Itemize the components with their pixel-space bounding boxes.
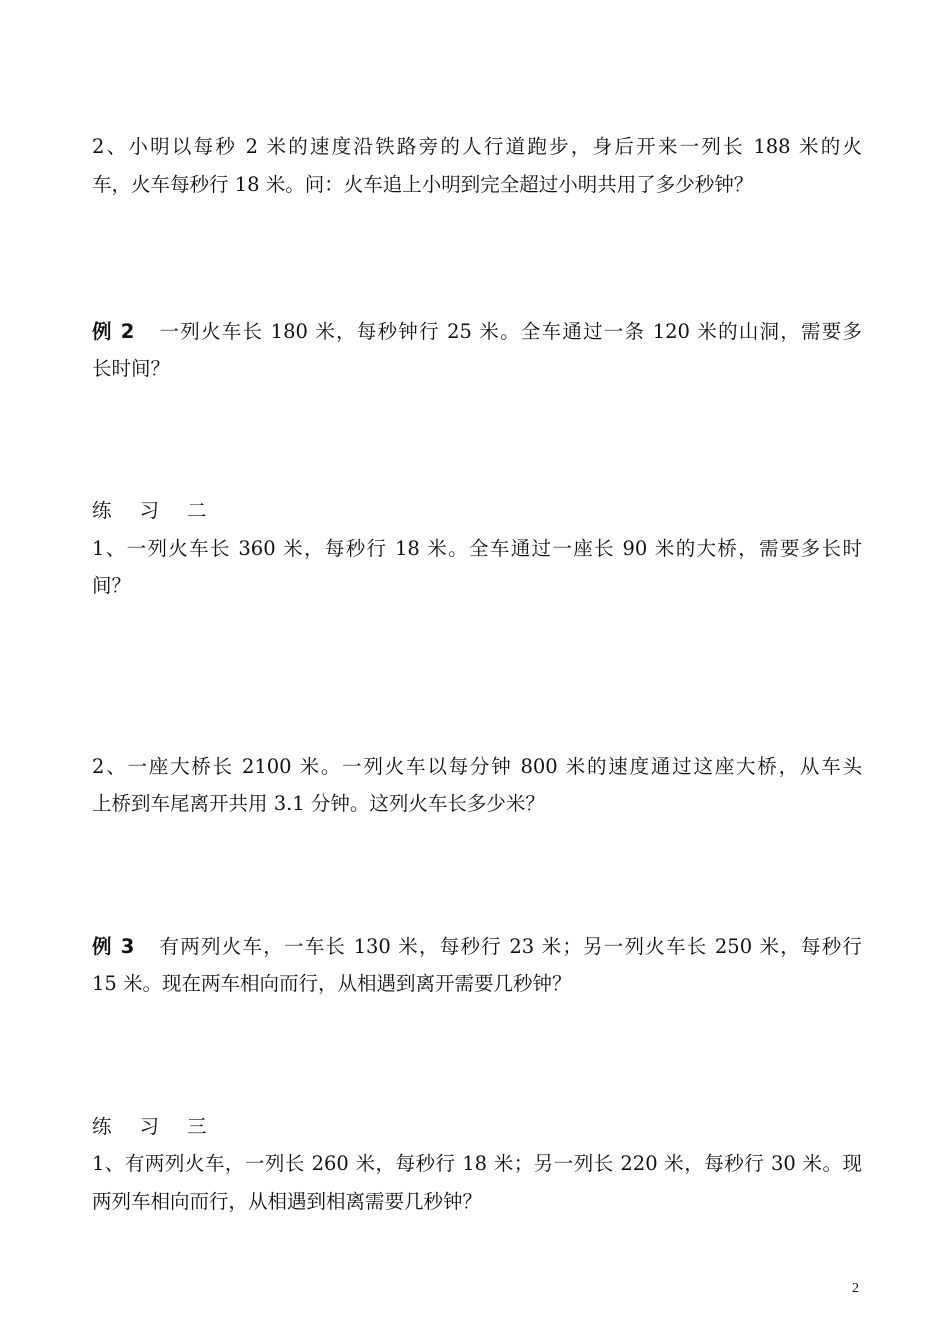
problem-2-line-2: 车，火车每秒行 18 米。问：火车追上小明到完全超过小明共用了多少秒钟？ (92, 173, 754, 196)
example-2-label: 例 2 (92, 320, 135, 343)
practice-2-q2-line-2: 上桥到车尾离开共用 3.1 分钟。这列火车长多少米？ (92, 792, 545, 815)
example-3-label: 例 3 (92, 935, 135, 958)
practice-2-q1-line-1: 1、一列火车长 360 米，每秒行 18 米。全车通过一座长 90 米的大桥，需要多长时 (92, 537, 862, 560)
example-2-line-1 (92, 320, 862, 344)
practice-3-q1-line-1: 1、有两列火车，一列长 260 米，每秒行 18 米；另一列长 220 米，每秒行 30 米。现 (92, 1152, 862, 1175)
example-2-text: 一列火车长 180 米，每秒钟行 25 米。全车通过一条 120 米的山洞，需要多 (158, 320, 862, 343)
example-2-line-2: 长时间？ (92, 357, 171, 380)
practice-3-q1-line-2: 两列车相向而行，从相遇到相离需要几秒钟？ (92, 1190, 483, 1213)
problem-2-line-1: 2、小明以每秒 2 米的速度沿铁路旁的人行道跑步，身后开来一列长 188 米的火 (92, 135, 862, 158)
practice-3-title: 练习三 (92, 1115, 235, 1138)
practice-2-q2-line-1: 2、一座大桥长 2100 米。一列火车以每分钟 800 米的速度通过这座大桥，从车头 (92, 755, 862, 778)
page-number: 2 (852, 1281, 859, 1296)
example-3-line-1 (92, 935, 862, 959)
practice-2-q1-line-2: 间？ (92, 574, 132, 597)
example-3-line-2: 15 米。现在两车相向而行，从相遇到离开需要几秒钟？ (92, 972, 572, 995)
example-3-text: 有两列火车，一车长 130 米，每秒行 23 米；另一列火车长 250 米，每秒行 (158, 935, 862, 958)
practice-2-title: 练习二 (92, 499, 235, 522)
